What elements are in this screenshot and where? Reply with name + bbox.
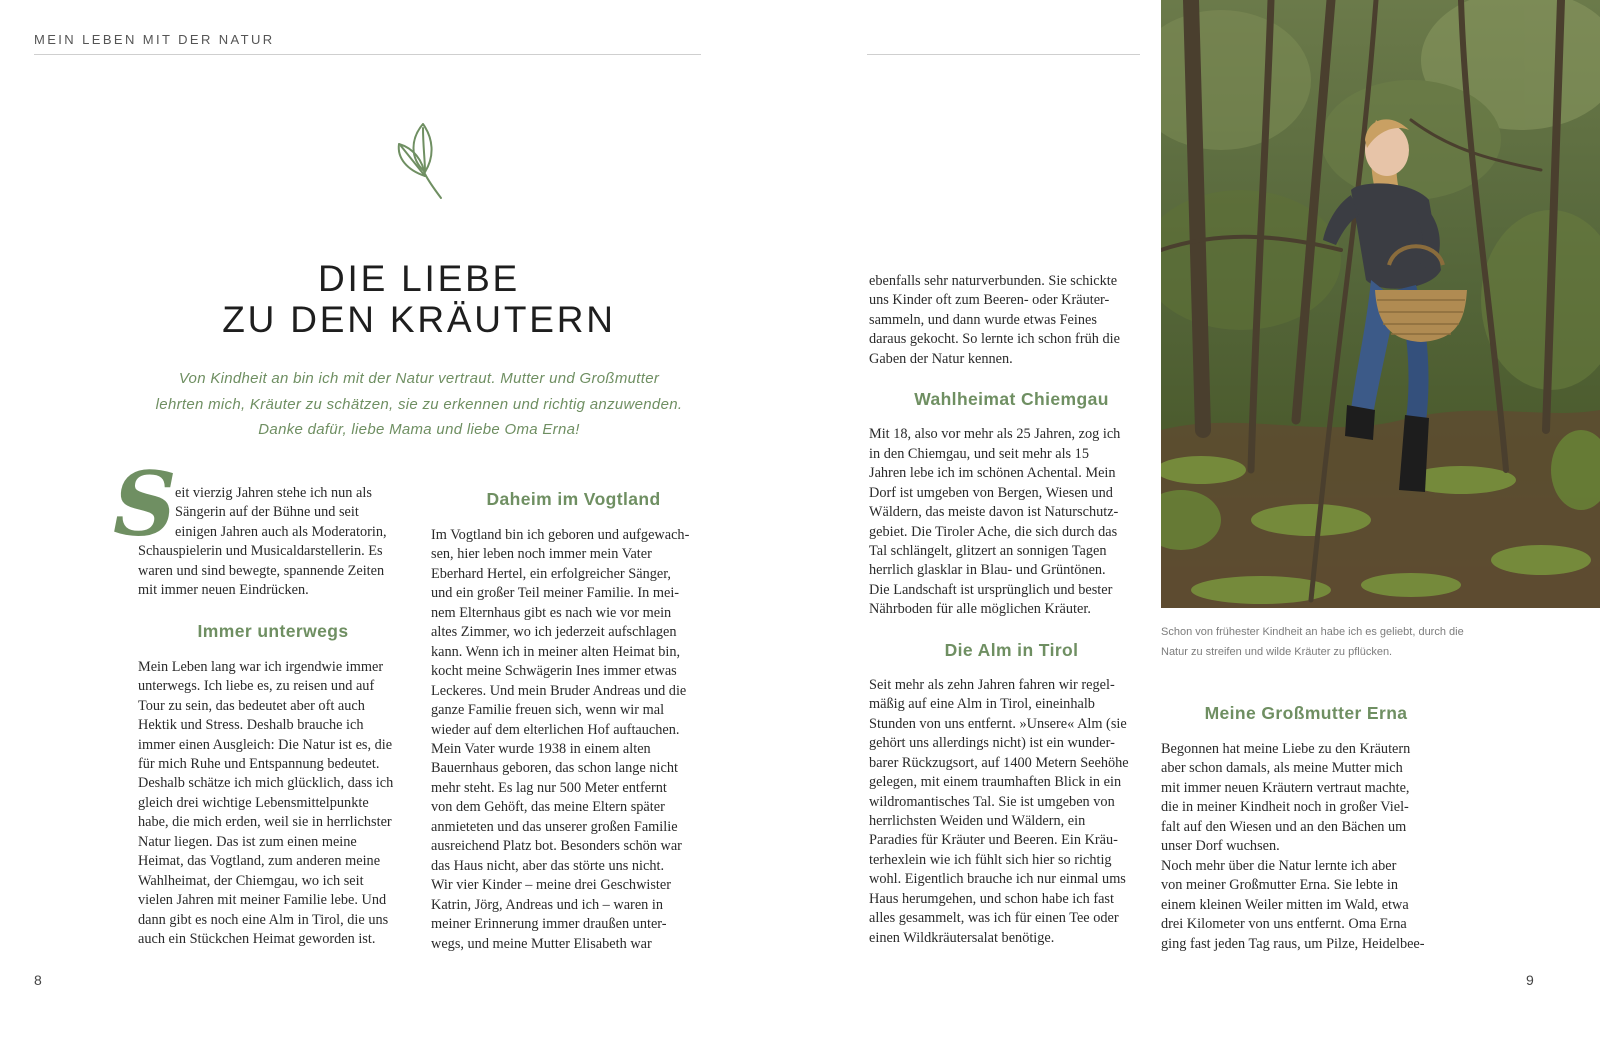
intro-line: lehrten mich, Kräuter zu schätzen, sie zu erkennen und richtig anzuwenden.: [155, 395, 683, 413]
text-line: Schauspielerin und Musicaldarstellerin. Es: [138, 543, 383, 560]
text-line: wieder auf dem elterlichen Hof auftauchen.: [431, 721, 680, 738]
text-line: daraus gekocht. So lernte ich schon früh die: [869, 331, 1120, 348]
text-line: ging fast jeden Tag raus, um Pilze, Heidelbee-: [1161, 935, 1425, 952]
text-line: mäßig auf eine Alm in Tirol, eineinhalb: [869, 696, 1095, 713]
text-line: Eberhard Hertel, ein erfolgreicher Sänger,: [431, 565, 671, 582]
leaf-icon: [395, 118, 449, 200]
text-line: altes Zimmer, wo ich jederzeit aufschlagen: [431, 624, 677, 641]
forest-photo-illustration: [1161, 0, 1600, 608]
column-3: [869, 272, 1154, 948]
text-line: Natur liegen. Das ist zum einen meine: [138, 833, 357, 850]
text-line: unser Dorf wuchsen.: [1161, 838, 1280, 855]
text-line: Wäldern, das meiste davon ist Naturschutz-: [869, 504, 1119, 521]
text-line: herrlichsten Weiden und Wäldern, ein: [869, 812, 1086, 829]
paragraph: [869, 676, 1154, 948]
text-line: terhexlein wie ich fühlt sich hier so richtig: [869, 851, 1112, 868]
text-line: Tal schlängelt, glitzert an sonnigen Tagen: [869, 542, 1107, 559]
text-line: nem Elternhaus gibt es nach wie vor mein: [431, 604, 672, 621]
text-line: einen Wildkräutersalat benötige.: [869, 929, 1055, 946]
text-line: Nährboden für alle möglichen Kräuter.: [869, 601, 1091, 618]
text-line: Mein Leben lang war ich irgendwie immer: [138, 658, 384, 675]
intro-line: Von Kindheit an bin ich mit der Natur vertraut. Mutter und Großmutter: [178, 370, 660, 387]
paragraph: [869, 425, 1154, 620]
text-line: Wir vier Kinder – meine drei Geschwister: [431, 877, 672, 894]
column-1: [138, 484, 408, 950]
section-heading: Daheim im Vogtland: [486, 489, 661, 509]
text-line: anmieteten und das unserer großen Familie: [431, 818, 678, 835]
text-line: Deshalb schätze ich mich glücklich, dass ich: [138, 775, 394, 792]
text-line: gebiet. Die Tiroler Ache, die sich durch das: [869, 523, 1118, 540]
caption-line: Schon von frühester Kindheit an habe ich es geliebt, durch die: [1161, 626, 1464, 638]
text-line: barer Rückzugsort, auf 1400 Metern Seehöhe: [869, 754, 1129, 771]
text-line: habe, die mich erden, weil sie in herrlichster: [138, 814, 392, 831]
text-line: Bauernhaus geboren, das schon lange nicht: [431, 760, 678, 777]
text-line: mit immer neuen Kräutern vertraut machte,: [1161, 779, 1410, 796]
text-line: meiner Erinnerung immer draußen unter-: [431, 916, 667, 933]
title-line: ZU DEN KRÄUTERN: [222, 299, 616, 340]
text-line: kocht meine Schwägerin Ines immer etwas: [431, 663, 677, 680]
text-line: gleich drei wichtige Lebensmittelpunkte: [138, 794, 369, 811]
paragraph: [1161, 740, 1451, 954]
text-line: sammeln, und dann wurde etwas Feines: [869, 311, 1097, 328]
text-line: wohl. Eigentlich brauche ich nur einmal ums: [869, 871, 1126, 888]
text-line: wegs, und meine Mutter Elisabeth war: [431, 935, 652, 952]
text-line: einem kleinen Weiler mitten im Wald, etwa: [1161, 896, 1409, 913]
text-line: Mit 18, also vor mehr als 25 Jahren, zog ich: [869, 426, 1121, 443]
text-line: mit immer neuen Eindrücken.: [138, 582, 309, 599]
text-line: eit vierzig Jahren stehe ich nun als: [175, 485, 372, 501]
section-heading: Immer unterwegs: [197, 620, 349, 641]
right-page: [800, 0, 1600, 1046]
paragraph: [138, 484, 408, 601]
text-line: Jahren lebe ich im schönen Achental. Mein: [869, 465, 1116, 482]
text-line: alles gesammelt, was ich für einen Tee oder: [869, 910, 1119, 927]
text-line: immer einen Ausgleich: Die Natur ist es, die: [138, 736, 393, 753]
section-heading: Die Alm in Tirol: [944, 639, 1079, 660]
text-line: in den Chiemgau, und seit mehr als 15: [869, 445, 1089, 462]
text-line: Wahlheimat, der Chiemgau, wo ich seit: [138, 872, 364, 889]
header-rule: [867, 54, 1140, 55]
text-line: von dem Gehöft, das meine Eltern später: [431, 799, 665, 816]
text-line: vielen Jahren mit meiner Familie lebe. Und: [138, 892, 387, 909]
page-number-left: 8: [34, 972, 42, 988]
text-line: unterwegs. Ich liebe es, zu reisen und auf: [138, 678, 375, 695]
text-line: gehört uns allerdings nicht) ist ein wunder-: [869, 735, 1115, 752]
text-line: waren und sind bewegte, spannende Zeiten: [138, 562, 385, 579]
column-4: [1161, 698, 1451, 954]
text-line: die in meiner Kindheit noch in großer Viel-: [1161, 799, 1409, 816]
text-line: Heimat, das Vogtland, zum anderen meine: [138, 853, 381, 870]
text-line: und ein großer Teil meiner Familie. In mei-: [431, 585, 680, 602]
text-line: das Haus nicht, aber das störte uns nicht.: [431, 857, 665, 874]
article-title: [0, 258, 800, 340]
text-line: auch ein Stückchen Heimat geworden ist.: [138, 931, 376, 948]
text-line: Hektik und Stress. Deshalb brauche ich: [138, 717, 364, 734]
page-number-right: 9: [1526, 972, 1534, 988]
text-line: Noch mehr über die Natur lernte ich aber: [1161, 857, 1397, 874]
text-line: Gaben der Natur kennen.: [869, 350, 1013, 367]
paragraph: [138, 658, 408, 950]
photo-caption: [1161, 623, 1561, 662]
text-line: Begonnen hat meine Liebe zu den Kräutern: [1161, 741, 1411, 757]
text-line: einigen Jahren auch als Moderatorin,: [175, 523, 387, 540]
header-rule: [34, 54, 701, 55]
column-2: [431, 484, 716, 954]
text-line: uns Kinder oft zum Beeren- oder Kräuter-: [869, 292, 1110, 309]
drop-cap: S: [113, 452, 177, 556]
paragraph: [431, 526, 716, 954]
section-heading: Wahlheimat Chiemgau: [914, 389, 1109, 410]
text-line: Seit mehr als zehn Jahren fahren wir regel-: [869, 676, 1115, 693]
text-line: sen, hier leben noch immer mein Vater: [431, 546, 652, 563]
section-heading: Meine Großmutter Erna: [1204, 703, 1408, 723]
text-line: Im Vogtland bin ich geboren und aufgewach-: [431, 527, 690, 543]
running-head: MEIN LEBEN MIT DER NATUR: [34, 32, 275, 47]
text-line: Katrin, Jörg, Andreas und ich – waren in: [431, 896, 664, 913]
text-line: Stunden von uns entfernt. »Unsere« Alm (sie: [869, 715, 1127, 732]
text-line: Paradies für Kräuter und Beeren. Ein Kräu-: [869, 832, 1118, 849]
text-line: Dorf ist umgeben von Bergen, Wiesen und: [869, 484, 1113, 501]
text-line: Die Landschaft ist ursprünglich und bester: [869, 581, 1113, 598]
caption-line: Natur zu streifen und wilde Kräuter zu pflücken.: [1161, 645, 1393, 658]
text-line: Haus herumgehen, und schon habe ich fast: [869, 890, 1114, 907]
text-line: Leckeres. Und mein Bruder Andreas und die: [431, 682, 687, 699]
text-line: Tour zu sein, das bedeutet aber oft auch: [138, 697, 365, 714]
text-line: wildromantisches Tal. Sie ist umgeben von: [869, 793, 1115, 810]
text-line: Sängerin auf der Bühne und seit: [175, 504, 359, 521]
text-line: ganze Familie freuen sich, wenn wir mal: [431, 702, 665, 719]
text-line: herrlich glasklar in Blau- und Grüntönen.: [869, 562, 1106, 579]
forest-photo: [1161, 0, 1600, 608]
intro-line: Danke dafür, liebe Mama und liebe Oma Erna!: [258, 421, 580, 438]
intro-text: [120, 366, 718, 443]
text-line: aber schon damals, als meine Mutter mich: [1161, 760, 1403, 777]
text-line: falt auf den Wiesen und an den Bächen um: [1161, 818, 1407, 835]
text-line: dann gibt es noch eine Alm in Tirol, die uns: [138, 911, 389, 928]
text-line: ausreichend Platz bot. Besonders schön war: [431, 838, 682, 855]
text-line: gelegen, mit einem traumhaften Blick in ein: [869, 774, 1122, 791]
text-line: ebenfalls sehr naturverbunden. Sie schickte: [869, 273, 1118, 289]
text-line: für mich Ruhe und Entspannung bedeutet.: [138, 755, 380, 772]
text-line: Mein Vater wurde 1938 in einem alten: [431, 740, 651, 757]
paragraph: [869, 272, 1154, 369]
text-line: von meiner Großmutter Erna. Sie lebte in: [1161, 877, 1399, 894]
title-line: DIE LIEBE: [317, 258, 521, 299]
text-line: kann. Wenn ich in meiner alten Heimat bin,: [431, 643, 681, 660]
text-line: mehr steht. Es lag nur 500 Meter entfernt: [431, 779, 667, 796]
text-line: drei Kilometer von uns entfernt. Oma Erna: [1161, 916, 1407, 933]
